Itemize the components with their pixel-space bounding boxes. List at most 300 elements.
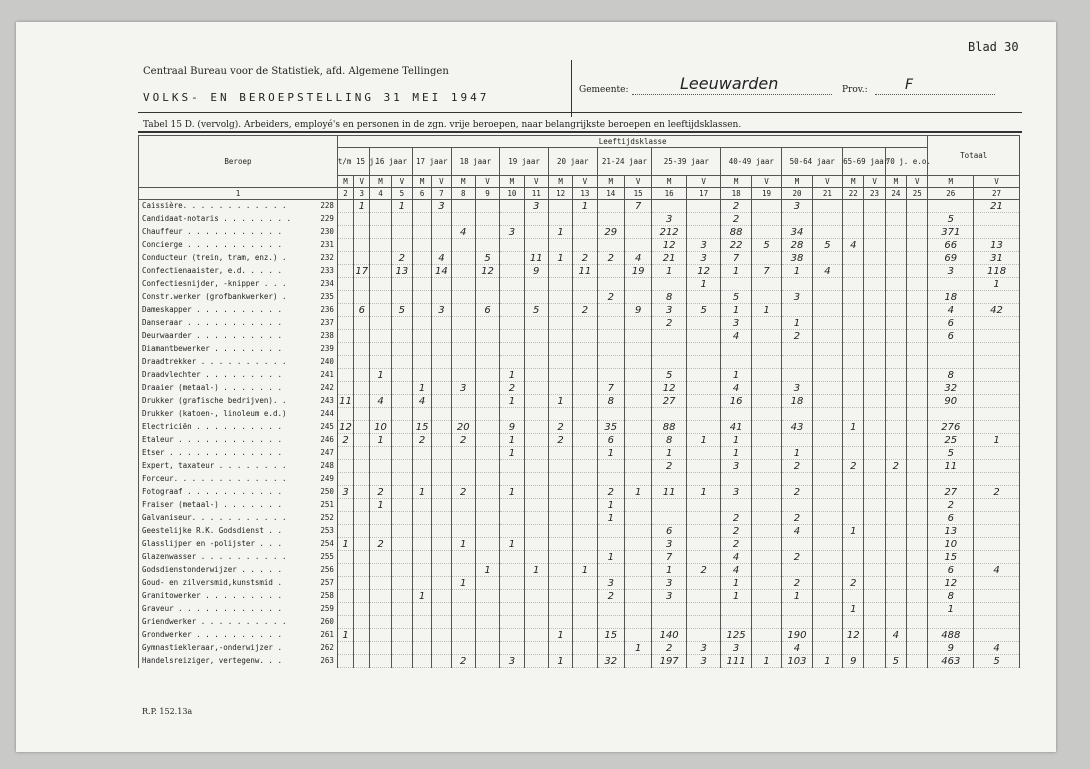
- count-cell: [907, 473, 928, 486]
- count-cell: 2: [721, 525, 751, 538]
- count-cell: [354, 486, 370, 499]
- occupation-name: Chauffeur . . . . . . . . . . .: [142, 227, 282, 236]
- total-cell: 32: [928, 382, 974, 395]
- count-cell: 1: [686, 486, 721, 499]
- count-cell: [751, 564, 781, 577]
- count-cell: 1: [721, 265, 751, 278]
- count-cell: [524, 642, 548, 655]
- count-cell: 1: [500, 369, 524, 382]
- total-cell: [928, 473, 974, 486]
- count-cell: [391, 343, 412, 356]
- occupation-cell: [139, 382, 338, 395]
- table-row: [139, 317, 1020, 330]
- count-cell: [812, 343, 842, 356]
- count-cell: [500, 343, 524, 356]
- count-cell: 11: [573, 265, 597, 278]
- count-cell: [782, 603, 812, 616]
- count-cell: [686, 226, 721, 239]
- count-cell: [500, 577, 524, 590]
- count-cell: [624, 239, 651, 252]
- male-header: M: [412, 176, 431, 188]
- count-cell: [843, 213, 864, 226]
- occupation-cell: [139, 616, 338, 629]
- total-cell: [928, 616, 974, 629]
- count-cell: [412, 603, 431, 616]
- female-header: V: [475, 176, 499, 188]
- count-cell: [475, 343, 499, 356]
- occupation-name: Graveur . . . . . . . . . . . .: [142, 604, 282, 613]
- male-header: M: [843, 176, 864, 188]
- count-cell: [370, 226, 391, 239]
- count-cell: 103: [782, 655, 812, 668]
- count-cell: 1: [573, 200, 597, 213]
- count-cell: 1: [524, 564, 548, 577]
- count-cell: [500, 603, 524, 616]
- count-cell: 1: [843, 421, 864, 434]
- occupation-name: Galvaniseur. . . . . . . . . . .: [142, 513, 287, 522]
- count-cell: [907, 525, 928, 538]
- sheet-number: Blad 30: [968, 40, 1019, 54]
- count-cell: 3: [686, 239, 721, 252]
- count-cell: [686, 538, 721, 551]
- count-cell: [907, 564, 928, 577]
- count-cell: 10: [370, 421, 391, 434]
- count-cell: [548, 278, 572, 291]
- count-cell: 34: [782, 226, 812, 239]
- count-cell: [370, 564, 391, 577]
- count-cell: [686, 512, 721, 525]
- count-cell: [751, 382, 781, 395]
- count-cell: [573, 291, 597, 304]
- occupation-cell: [139, 512, 338, 525]
- count-cell: [391, 512, 412, 525]
- total-cell: 66: [928, 239, 974, 252]
- count-cell: [451, 252, 475, 265]
- count-cell: [597, 343, 624, 356]
- count-cell: 1: [597, 512, 624, 525]
- count-cell: 5: [524, 304, 548, 317]
- count-cell: [548, 304, 572, 317]
- count-cell: [432, 655, 451, 668]
- count-cell: [412, 252, 431, 265]
- occupation-cell: [139, 252, 338, 265]
- count-cell: [864, 629, 885, 642]
- count-cell: [337, 226, 353, 239]
- count-cell: [354, 213, 370, 226]
- occupation-code: 243: [320, 396, 334, 405]
- occupation-code: 252: [320, 513, 334, 522]
- count-cell: [843, 447, 864, 460]
- count-cell: 3: [652, 213, 687, 226]
- count-cell: 16: [721, 395, 751, 408]
- count-cell: [812, 512, 842, 525]
- count-cell: [751, 369, 781, 382]
- count-cell: [370, 239, 391, 252]
- count-cell: [337, 252, 353, 265]
- count-cell: [524, 226, 548, 239]
- table-row: [139, 590, 1020, 603]
- count-cell: [864, 473, 885, 486]
- count-cell: [597, 642, 624, 655]
- count-cell: [337, 551, 353, 564]
- count-cell: [864, 226, 885, 239]
- count-cell: [432, 395, 451, 408]
- count-cell: [432, 239, 451, 252]
- count-cell: [548, 486, 572, 499]
- count-cell: [751, 434, 781, 447]
- count-cell: 1: [721, 434, 751, 447]
- count-cell: [597, 200, 624, 213]
- occupation-code: 255: [320, 552, 334, 561]
- totaal-header: Totaal: [928, 136, 1020, 176]
- occupation-code: 262: [320, 643, 334, 652]
- count-cell: 3: [652, 304, 687, 317]
- count-cell: [812, 616, 842, 629]
- count-cell: [624, 590, 651, 603]
- table-row: [139, 408, 1020, 421]
- count-cell: [451, 499, 475, 512]
- count-cell: 1: [686, 278, 721, 291]
- count-cell: [548, 473, 572, 486]
- total-cell: [974, 460, 1020, 473]
- count-cell: [812, 525, 842, 538]
- count-cell: [370, 291, 391, 304]
- count-cell: 7: [751, 265, 781, 278]
- count-cell: 2: [782, 551, 812, 564]
- occupation-code: 247: [320, 448, 334, 457]
- count-cell: [751, 538, 781, 551]
- count-cell: 6: [354, 304, 370, 317]
- column-number: 27: [974, 188, 1020, 200]
- count-cell: [354, 460, 370, 473]
- count-cell: [500, 499, 524, 512]
- count-cell: [907, 252, 928, 265]
- column-number: 14: [597, 188, 624, 200]
- count-cell: [432, 226, 451, 239]
- count-cell: 4: [370, 395, 391, 408]
- count-cell: [843, 369, 864, 382]
- count-cell: [843, 304, 864, 317]
- occupation-code: 256: [320, 565, 334, 574]
- count-cell: [751, 512, 781, 525]
- count-cell: [391, 577, 412, 590]
- occupation-code: 263: [320, 656, 334, 665]
- count-cell: [451, 200, 475, 213]
- count-cell: [751, 629, 781, 642]
- count-cell: 8: [652, 434, 687, 447]
- occupation-cell: [139, 369, 338, 382]
- count-cell: [337, 577, 353, 590]
- count-cell: [782, 356, 812, 369]
- column-number: 15: [624, 188, 651, 200]
- count-cell: [475, 317, 499, 330]
- count-cell: [573, 434, 597, 447]
- occupation-code: 250: [320, 487, 334, 496]
- count-cell: [500, 564, 524, 577]
- count-cell: [885, 473, 906, 486]
- occupation-name: Etaleur . . . . . . . . . . . .: [142, 435, 282, 444]
- count-cell: [354, 369, 370, 382]
- count-cell: [812, 499, 842, 512]
- count-cell: [597, 473, 624, 486]
- count-cell: 2: [652, 642, 687, 655]
- count-cell: [686, 473, 721, 486]
- count-cell: [524, 629, 548, 642]
- count-cell: [573, 577, 597, 590]
- count-cell: [500, 200, 524, 213]
- count-cell: 3: [597, 577, 624, 590]
- count-cell: 1: [721, 590, 751, 603]
- total-cell: 42: [974, 304, 1020, 317]
- count-cell: [354, 226, 370, 239]
- male-header: M: [548, 176, 572, 188]
- count-cell: [337, 590, 353, 603]
- count-cell: [652, 330, 687, 343]
- table-row: [139, 291, 1020, 304]
- table-row: [139, 382, 1020, 395]
- count-cell: [412, 538, 431, 551]
- count-cell: [843, 434, 864, 447]
- occupation-name: Confectienaaister, e.d. . . . .: [142, 266, 282, 275]
- count-cell: [391, 213, 412, 226]
- count-cell: [548, 551, 572, 564]
- count-cell: 28: [782, 239, 812, 252]
- count-cell: [624, 434, 651, 447]
- occupation-code: 254: [320, 539, 334, 548]
- count-cell: [337, 343, 353, 356]
- count-cell: [597, 603, 624, 616]
- count-cell: 14: [432, 265, 451, 278]
- occupation-name: Fotograaf . . . . . . . . . . .: [142, 487, 282, 496]
- count-cell: [451, 213, 475, 226]
- count-cell: [337, 239, 353, 252]
- count-cell: [843, 551, 864, 564]
- table-row: [139, 616, 1020, 629]
- column-number: 24: [885, 188, 906, 200]
- count-cell: 4: [432, 252, 451, 265]
- count-cell: [812, 538, 842, 551]
- column-number: 3: [354, 188, 370, 200]
- count-cell: [500, 460, 524, 473]
- occupation-name: Draaier (metaal-) . . . . . . .: [142, 383, 282, 392]
- count-cell: [652, 603, 687, 616]
- table-row: [139, 395, 1020, 408]
- count-cell: [907, 265, 928, 278]
- count-cell: [652, 512, 687, 525]
- count-cell: [337, 317, 353, 330]
- count-cell: [500, 239, 524, 252]
- count-cell: [548, 603, 572, 616]
- count-cell: [812, 460, 842, 473]
- occupation-cell: [139, 408, 338, 421]
- count-cell: [391, 655, 412, 668]
- top-rule: [138, 112, 1022, 113]
- count-cell: [624, 577, 651, 590]
- total-cell: 4: [974, 564, 1020, 577]
- female-header: V: [686, 176, 721, 188]
- count-cell: [573, 512, 597, 525]
- count-cell: [354, 408, 370, 421]
- count-cell: [451, 447, 475, 460]
- count-cell: [885, 226, 906, 239]
- count-cell: [885, 538, 906, 551]
- count-cell: 12: [686, 265, 721, 278]
- count-cell: [475, 382, 499, 395]
- table-row: [139, 226, 1020, 239]
- count-cell: [686, 382, 721, 395]
- count-cell: 88: [652, 421, 687, 434]
- table-row: [139, 265, 1020, 278]
- count-cell: [885, 512, 906, 525]
- count-cell: [432, 642, 451, 655]
- occupation-cell: [139, 525, 338, 538]
- age-group-header: 40-49 jaar: [721, 148, 782, 176]
- count-cell: 3: [686, 642, 721, 655]
- count-cell: [475, 408, 499, 421]
- count-cell: 5: [391, 304, 412, 317]
- count-cell: [412, 655, 431, 668]
- female-header: V: [573, 176, 597, 188]
- count-cell: [885, 239, 906, 252]
- count-cell: 1: [451, 577, 475, 590]
- occupation-name: Handelsreiziger, vertegenw. . .: [142, 656, 282, 665]
- count-cell: [451, 343, 475, 356]
- count-cell: [354, 577, 370, 590]
- count-cell: [751, 447, 781, 460]
- count-cell: [370, 382, 391, 395]
- count-cell: [751, 525, 781, 538]
- count-cell: [864, 213, 885, 226]
- column-number: 12: [548, 188, 572, 200]
- occupation-code: 239: [320, 344, 334, 353]
- bureau-name: Centraal Bureau voor de Statistiek, afd. Algemene Tellingen: [143, 66, 449, 77]
- total-cell: 27: [928, 486, 974, 499]
- count-cell: [686, 525, 721, 538]
- count-cell: [782, 538, 812, 551]
- total-cell: [974, 473, 1020, 486]
- occupation-code: 235: [320, 292, 334, 301]
- count-cell: [432, 434, 451, 447]
- count-cell: [432, 577, 451, 590]
- count-cell: 18: [782, 395, 812, 408]
- count-cell: [475, 434, 499, 447]
- count-cell: [432, 616, 451, 629]
- total-cell: [928, 408, 974, 421]
- count-cell: 2: [652, 460, 687, 473]
- count-cell: [354, 356, 370, 369]
- occupation-code: 248: [320, 461, 334, 470]
- count-cell: [721, 499, 751, 512]
- count-cell: 7: [652, 551, 687, 564]
- count-cell: 9: [843, 655, 864, 668]
- count-cell: [812, 304, 842, 317]
- count-cell: [337, 330, 353, 343]
- count-cell: [412, 343, 431, 356]
- count-cell: 2: [451, 434, 475, 447]
- column-number-row: [139, 188, 1020, 200]
- occupation-cell: [139, 330, 338, 343]
- count-cell: [475, 200, 499, 213]
- count-cell: 1: [721, 447, 751, 460]
- table-row: [139, 512, 1020, 525]
- occupation-code: 232: [320, 253, 334, 262]
- count-cell: [624, 213, 651, 226]
- count-cell: [686, 213, 721, 226]
- count-cell: [500, 291, 524, 304]
- count-cell: [885, 200, 906, 213]
- column-number: 6: [412, 188, 431, 200]
- count-cell: 1: [652, 447, 687, 460]
- female-header: V: [354, 176, 370, 188]
- count-cell: [721, 473, 751, 486]
- count-cell: [864, 278, 885, 291]
- occupation-name: Glasslijper en -polijster . . .: [142, 539, 282, 548]
- count-cell: [432, 447, 451, 460]
- count-cell: 2: [721, 213, 751, 226]
- count-cell: 1: [843, 603, 864, 616]
- count-cell: [475, 486, 499, 499]
- count-cell: [548, 499, 572, 512]
- count-cell: [354, 590, 370, 603]
- count-cell: [354, 538, 370, 551]
- female-header: V: [907, 176, 928, 188]
- count-cell: [843, 317, 864, 330]
- count-cell: [907, 434, 928, 447]
- count-cell: [751, 590, 781, 603]
- occupation-cell: [139, 447, 338, 460]
- count-cell: [337, 447, 353, 460]
- occupation-code: 240: [320, 357, 334, 366]
- count-cell: [573, 525, 597, 538]
- count-cell: [864, 317, 885, 330]
- column-number: 22: [843, 188, 864, 200]
- count-cell: 12: [843, 629, 864, 642]
- count-cell: [686, 317, 721, 330]
- count-cell: 6: [652, 525, 687, 538]
- count-cell: [500, 642, 524, 655]
- count-cell: [500, 473, 524, 486]
- count-cell: [573, 629, 597, 642]
- count-cell: 1: [597, 551, 624, 564]
- count-cell: [907, 291, 928, 304]
- count-cell: [354, 629, 370, 642]
- column-number: 19: [751, 188, 781, 200]
- count-cell: [475, 395, 499, 408]
- count-cell: [885, 434, 906, 447]
- count-cell: [500, 551, 524, 564]
- male-header: M: [721, 176, 751, 188]
- count-cell: 9: [524, 265, 548, 278]
- count-cell: [354, 317, 370, 330]
- count-cell: [412, 265, 431, 278]
- count-cell: [548, 460, 572, 473]
- count-cell: 2: [652, 317, 687, 330]
- count-cell: [652, 200, 687, 213]
- count-cell: [885, 577, 906, 590]
- count-cell: [721, 343, 751, 356]
- count-cell: 4: [812, 265, 842, 278]
- count-cell: [354, 499, 370, 512]
- count-cell: [432, 356, 451, 369]
- table-row: [139, 278, 1020, 291]
- count-cell: [475, 278, 499, 291]
- count-cell: [548, 408, 572, 421]
- count-cell: 2: [885, 460, 906, 473]
- count-cell: [751, 486, 781, 499]
- count-cell: 5: [721, 291, 751, 304]
- count-cell: [864, 369, 885, 382]
- age-group-header: 21-24 jaar: [597, 148, 652, 176]
